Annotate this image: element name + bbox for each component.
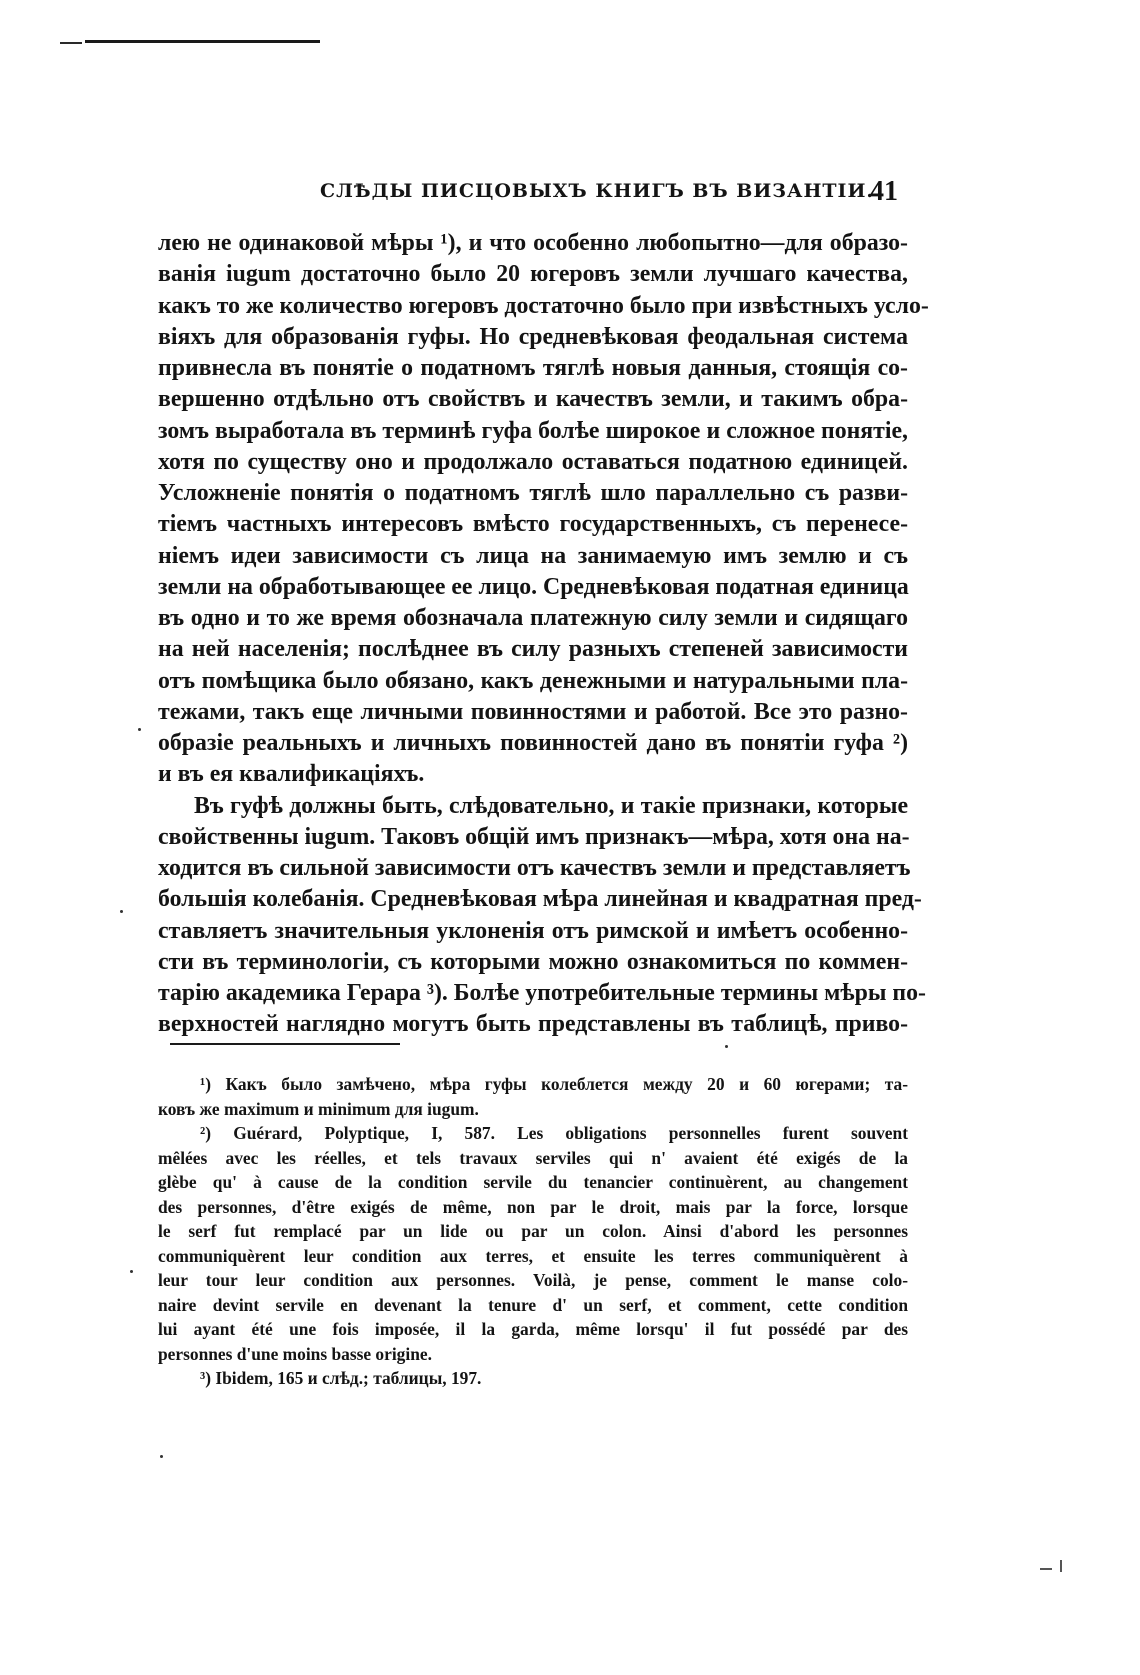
text-line: ніемъ идеи зависимости съ лица на занимаемую имъ землю и съ: [158, 542, 908, 569]
footnotes: [158, 1072, 908, 1391]
text-line: образіе реальныхъ и личныхъ повинностей дано въ понятіи гуфа ²): [158, 730, 908, 756]
text-line: какъ то же количество югеровъ достаточно было при извѣстныхъ усло-: [158, 292, 929, 319]
scan-mark: [1040, 1568, 1052, 1570]
text-line: ванія iugum достаточно было 20 югеровъ земли лучшаго качества,: [158, 261, 908, 288]
top-rule-short: [60, 42, 82, 44]
text-line: віяхъ для образованія гуфы. Но средневѣковая феодальная система: [158, 323, 908, 350]
scan-speck: [138, 728, 141, 731]
text-line: на ней населенія; послѣднее въ силу разныхъ степеней зависимости: [158, 636, 908, 663]
footnote-line: ³) Ibidem, 165 и слѣд.; таблицы, 197.: [200, 1368, 482, 1388]
scan-speck: [120, 910, 123, 913]
footnote-line: mêlées avec les réelles, et tels travaux serviles qui n' avaient été exigés de la: [158, 1147, 908, 1168]
footnote-line: ковъ же maximum и minimum для iugum.: [158, 1098, 479, 1119]
text-line: свойственны iugum. Таковъ общій имъ признакъ—мѣра, хотя она на-: [158, 823, 910, 850]
text-line: привнесла въ понятіе о податномъ тяглѣ новыя данныя, стоящія со-: [158, 355, 908, 381]
footnote-separator: [170, 1043, 400, 1045]
footnote-line: communiquèrent leur condition aux terres, et ensuite les terres communiquèrent à: [158, 1245, 908, 1266]
text-line: лею не одинаковой мѣры ¹), и что особенно любопытно—для образо-: [158, 230, 908, 256]
running-head: СЛѢДЫ ПИСЦОВЫХЪ КНИГЪ ВЪ ВИЗАНТІИ.: [320, 180, 875, 202]
text-line: верхностей наглядно могутъ быть представлены въ таблицѣ, приво-: [158, 1011, 908, 1038]
text-line: тежами, такъ еще личными повинностями и работой. Все это разно-: [158, 698, 908, 725]
footnote-line: naire devint servile en devenant la tenure d' un serf, et comment, cette condition: [158, 1294, 908, 1315]
footnote-line: personnes d'une moins basse origine.: [158, 1343, 432, 1364]
text-line: ставляетъ значительныя уклоненія отъ римской и имѣетъ особенно-: [158, 917, 908, 944]
footnote-line: leur tour leur condition aux personnes. Voilà, je pense, comment le manse colo-: [158, 1270, 908, 1290]
scan-speck: [160, 1455, 163, 1458]
footnote-line: des personnes, d'être exigés de même, non par le droit, mais par la force, lorsque: [158, 1196, 908, 1217]
text-line: земли на обработывающее ее лицо. Средневѣковая податная единица: [158, 573, 909, 600]
text-line: сти въ терминологіи, съ которыми можно ознакомиться по коммен-: [158, 948, 908, 975]
footnote-line: ¹) Какъ было замѣчено, мѣра гуфы колеблется между 20 и 60 югерами; та-: [200, 1074, 908, 1094]
text-line: тарію академика Герара ³). Болѣе употребительные термины мѣры по-: [158, 980, 926, 1006]
scan-speck: [725, 1045, 728, 1048]
text-line: Въ гуфѣ должны быть, слѣдовательно, и такіе признаки, которые: [194, 792, 908, 819]
scan-mark: [1060, 1560, 1062, 1572]
footnote-line: le serf fut remplacé par un lide ou par un colon. Ainsi d'abord les personnes: [158, 1221, 908, 1241]
page-number: 41: [870, 176, 898, 207]
text-line: отъ помѣщика было обязано, какъ денежными и натуральными пла-: [158, 667, 908, 694]
text-line: тіемъ частныхъ интересовъ вмѣсто государственныхъ, съ перенесе-: [158, 511, 908, 538]
main-text: [158, 228, 929, 1041]
footnote-line: ²) Guérard, Polyptique, I, 587. Les obligations personnelles furent souvent: [200, 1123, 908, 1143]
footnote-line: glèbe qu' à cause de la condition servile du tenancier continuèrent, au changement: [158, 1172, 908, 1192]
text-line: въ одно и то же время обозначала платежную силу земли и сидящаго: [158, 605, 908, 631]
text-line: ходится въ сильной зависимости отъ качествъ земли и представляетъ: [158, 855, 911, 881]
text-line: Усложненіе понятія о податномъ тяглѣ шло параллельно съ разви-: [158, 480, 908, 506]
text-line: большія колебанія. Средневѣковая мѣра линейная и квадратная пред-: [158, 886, 922, 913]
text-line: вершенно отдѣльно отъ свойствъ и качествъ земли, и такимъ обра-: [158, 386, 908, 413]
footnote-line: lui ayant été une fois imposée, il la garda, même lorsqu' il fut possédé par des: [158, 1319, 908, 1339]
scan-speck: [130, 1270, 133, 1273]
top-rule-long: [85, 40, 320, 43]
text-line: и въ ея квалификаціяхъ.: [158, 761, 425, 788]
text-line: зомъ выработала въ терминѣ гуфа болѣе широкое и сложное понятіе,: [158, 417, 908, 444]
text-line: хотя по существу оно и продолжало оставаться податною единицей.: [158, 448, 908, 475]
